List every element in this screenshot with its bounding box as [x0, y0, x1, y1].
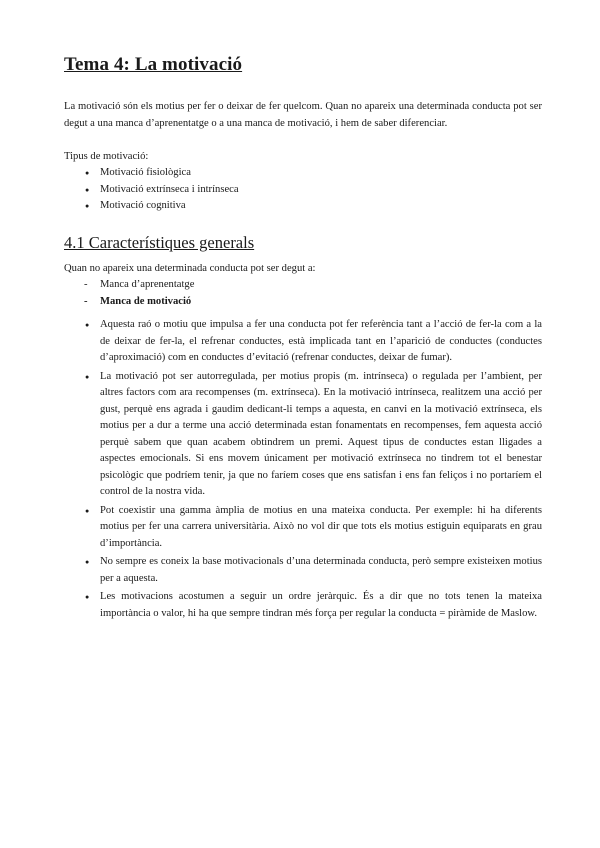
intro-paragraph: La motivació són els motius per fer o deixar de fer quelcom. Quan no apareix una determinada conducta pot ser degut a una manca d’aprenentatge o a una manca de motivació, i hem de saber diferenciar. — [64, 101, 542, 129]
list-item: ● Aquesta raó o motiu que impulsa a fer una conducta pot fer referència tant a l’acció de fer-la com a la de deixar de fer-la, el refrenar conductes, està implicada tant en l’aparició de conductes (conductes d’aproximació) com en conductes d’evitació (refrenar conductes, deixar de fumar). — [64, 317, 542, 367]
motivation-types-list — [64, 165, 542, 215]
list-item: ● Les motivacions acostumen a seguir un ordre jeràrquic. És a dir que no tots tenen la mateixa importància o valor, hi ha que sempre tindran més força per regular la conducta = piràmide de Maslow. — [64, 589, 542, 622]
types-label: Tipus de motivació: — [64, 151, 149, 162]
list-item: ● Motivació fisiològica — [64, 165, 542, 182]
list-item: - Manca de motivació — [64, 294, 194, 311]
page-title: Tema 4: La motivació — [64, 54, 243, 75]
list-item: ● Pot coexistir una gamma àmplia de motius en una mateixa conducta. Per exemple: hi ha diferents motius per fer una carrera universitària. Això no vol dir que tots els motius estiguin equiparats en grau d’importància. — [64, 503, 542, 553]
list-item: ● Motivació extrínseca i intrínseca — [64, 182, 542, 199]
section-heading: 4.1 Característiques generals — [64, 233, 255, 252]
list-item: ● Motivació cognitiva — [64, 198, 542, 215]
section-intro: Quan no apareix una determinada conducta pot ser degut a: — [64, 263, 316, 274]
list-item: - Manca d’aprenentatge — [64, 277, 194, 294]
causes-list — [64, 277, 194, 310]
characteristics-list — [64, 317, 542, 624]
list-item: ● No sempre es coneix la base motivacionals d’una determinada conducta, però sempre existeixen motius per a aquesta. — [64, 554, 542, 587]
list-item: ● La motivació pot ser autorregulada, per motius propis (m. intrínseca) o regulada per l’ambient, per altres factors com ara recompenses (m. extrínseca). En la motivació intrínseca, realitzem una acció per gust, perquè ens agrada i gaudim dedicant-li temps a aquesta, en canvi en la motivació extrínseca, els motius per a dur a terme una acció determinada estan fonamentats en recompenses, fem aquesta acció perquè sabem que quan acabem obtindrem un premi. Aquest tipus de conductes estan lligades a aspectes emocionals. Si ens movem únicament per motivació extrínseca no tindrem tot el benestar psicològic que podríem tenir, ja que no faríem coses que ens satisfan i ens fan feliços i no portaríem el control de la nostra vida. — [64, 369, 542, 501]
